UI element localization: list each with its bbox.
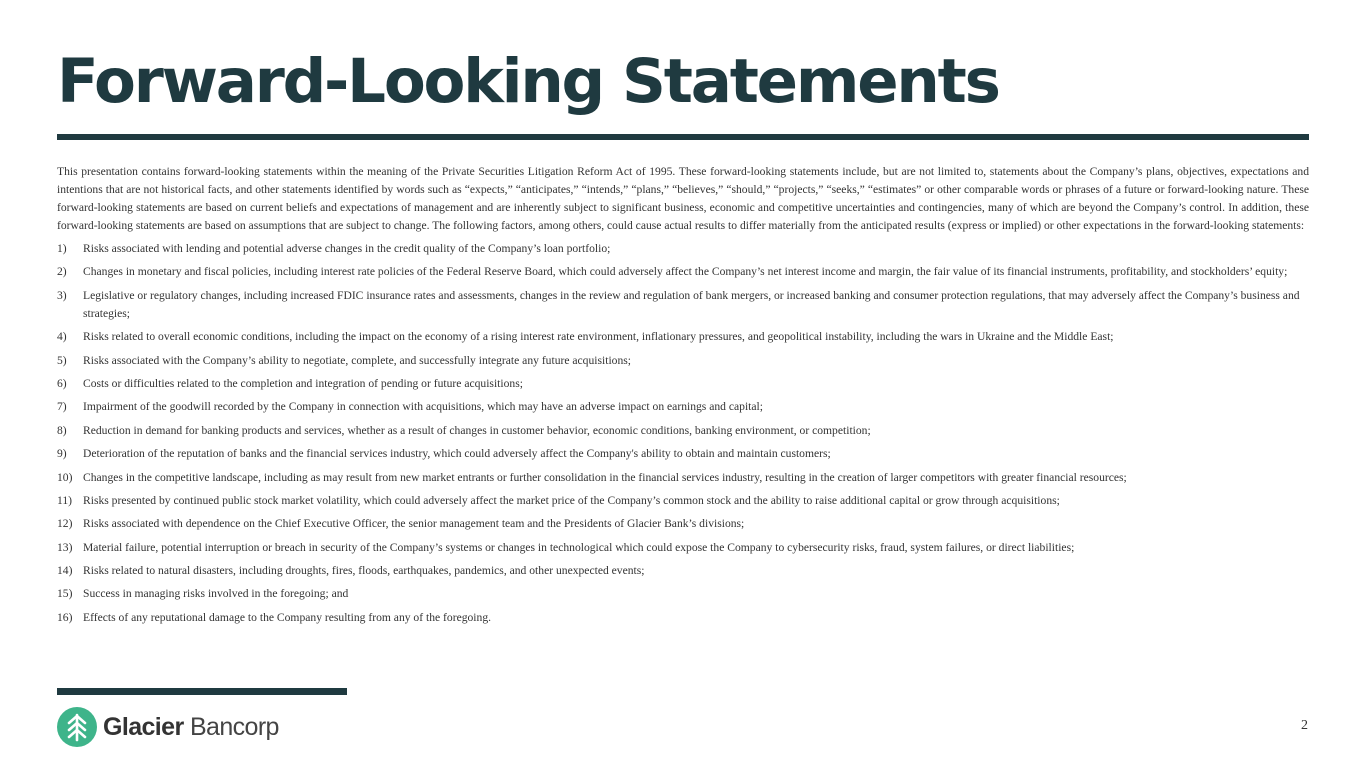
list-item-text: Risks related to overall economic conditions, including the impact on the economy of a rising interest rate environment, inflationary pressures, and geopolitical instability, including the wars in Ukraine and the Middle East;	[83, 330, 1114, 344]
list-item	[57, 263, 1309, 281]
list-item-number: 11)	[57, 493, 73, 507]
list-item	[57, 445, 1309, 463]
list-item	[57, 515, 1309, 533]
glacier-tree-logo-icon	[57, 707, 97, 747]
list-item-text: Costs or difficulties related to the completion and integration of pending or future acquisitions;	[83, 376, 523, 390]
list-item	[57, 539, 1309, 557]
list-item	[57, 422, 1309, 440]
list-item-text: Risks related to natural disasters, including droughts, fires, floods, earthquakes, pandemics, and other unexpected events;	[83, 564, 645, 578]
list-item-number: 15)	[57, 587, 73, 601]
list-item-number: 6)	[57, 376, 67, 390]
list-item-text: Risks associated with lending and potential adverse changes in the credit quality of the Company’s loan portfolio;	[83, 242, 611, 255]
list-item-number: 1)	[57, 242, 67, 255]
list-item	[57, 492, 1309, 510]
footer-divider	[57, 688, 347, 695]
intro-paragraph: This presentation contains forward-looking statements within the meaning of the Private Securities Litigation Reform Act of 1995. These forward-looking statements include, but are not limited to, statements about the Company’s plans, objectives, expectations and intentions that are not historical facts, and other statements identified by words such as “expects,” “anticipates,” “intends,” “plans,” “believes,” “should,” “projects,” “seeks,” “estimates” or other comparable words or phrases of a future or forward-looking nature. These forward-looking statements are based on current beliefs and expectations of management and are inherently subject to significant business, economic and competitive uncertainties and contingencies, many of which are beyond the Company’s control. In addition, these forward-looking statements are based on assumptions that are subject to change. The following factors, among others, could cause actual results to differ materially from the anticipated results (express or implied) or other expectations in the forward-looking statements:	[57, 165, 1309, 232]
list-item	[57, 398, 1309, 416]
page-number: 2	[1301, 718, 1308, 733]
list-item-text: Success in managing risks involved in the foregoing; and	[83, 587, 349, 601]
list-item-number: 2)	[57, 265, 67, 279]
list-item	[57, 240, 1309, 258]
list-item	[57, 609, 1309, 627]
title-divider	[57, 134, 1309, 140]
list-item-number: 16)	[57, 610, 73, 624]
list-item-text: Risks associated with the Company’s ability to negotiate, complete, and successfully integrate any future acquisitions;	[83, 353, 632, 367]
list-item	[57, 469, 1309, 487]
list-item-number: 12)	[57, 517, 73, 531]
list-item-number: 10)	[57, 470, 73, 484]
list-item-number: 9)	[57, 447, 67, 461]
list-item	[57, 375, 1309, 393]
list-item-text: Changes in the competitive landscape, including as may result from new market entrants or further consolidation in the financial services industry, resulting in the creation of larger competitors with greater financial resources;	[83, 470, 1127, 484]
list-item-text: Deterioration of the reputation of banks and the financial services industry, which could adversely affect the Company's ability to obtain and maintain customers;	[83, 447, 831, 461]
list-item-text: Effects of any reputational damage to the Company resulting from any of the foregoing.	[83, 610, 492, 624]
list-item-number: 7)	[57, 400, 67, 414]
list-item-number: 4)	[57, 330, 67, 344]
company-logo	[57, 706, 279, 748]
list-item	[57, 328, 1309, 346]
list-item	[57, 585, 1309, 603]
list-item	[57, 287, 1309, 323]
list-item-number: 3)	[57, 288, 67, 302]
company-name-light: Bancorp	[189, 712, 279, 741]
risk-factor-list	[57, 240, 1309, 627]
list-item-text: Risks associated with dependence on the Chief Executive Officer, the senior management team and the Presidents of Glacier Bank’s divisions;	[83, 517, 745, 531]
list-item-text: Impairment of the goodwill recorded by the Company in connection with acquisitions, which may have an adverse impact on earnings and capital;	[83, 400, 763, 414]
slide-body	[57, 163, 1309, 632]
slide-title: Forward-Looking Statements	[57, 46, 999, 117]
list-item-text: Reduction in demand for banking products and services, whether as a result of changes in customer behavior, economic conditions, banking environment, or competition;	[83, 423, 871, 437]
company-name-bold: Glacier	[103, 712, 184, 741]
list-item-text: Changes in monetary and fiscal policies, including interest rate policies of the Federal Reserve Board, which could adversely affect the Company’s net interest income and margin, the fair value of its financial instruments, profitability, and stockholders’ equity;	[83, 265, 1288, 279]
list-item	[57, 562, 1309, 580]
list-item-text: Material failure, potential interruption or breach in security of the Company’s systems or changes in technological which could expose the Company to cybersecurity risks, fraud, system failures, or direct liabilities;	[83, 540, 1075, 554]
list-item	[57, 352, 1309, 370]
company-name	[103, 713, 279, 742]
list-item-number: 8)	[57, 423, 67, 437]
list-item-number: 14)	[57, 564, 73, 578]
list-item-number: 13)	[57, 540, 73, 554]
list-item-text: Risks presented by continued public stock market volatility, which could adversely affect the market price of the Company’s common stock and the ability to raise additional capital or grow through acquisitions;	[83, 493, 1060, 507]
list-item-number: 5)	[57, 353, 67, 367]
list-item-text: Legislative or regulatory changes, including increased FDIC insurance rates and assessments, changes in the review and regulation of bank mergers, or increased banking and consumer protection regulations, that may adversely affect the Company’s business and strategies;	[83, 288, 1300, 320]
